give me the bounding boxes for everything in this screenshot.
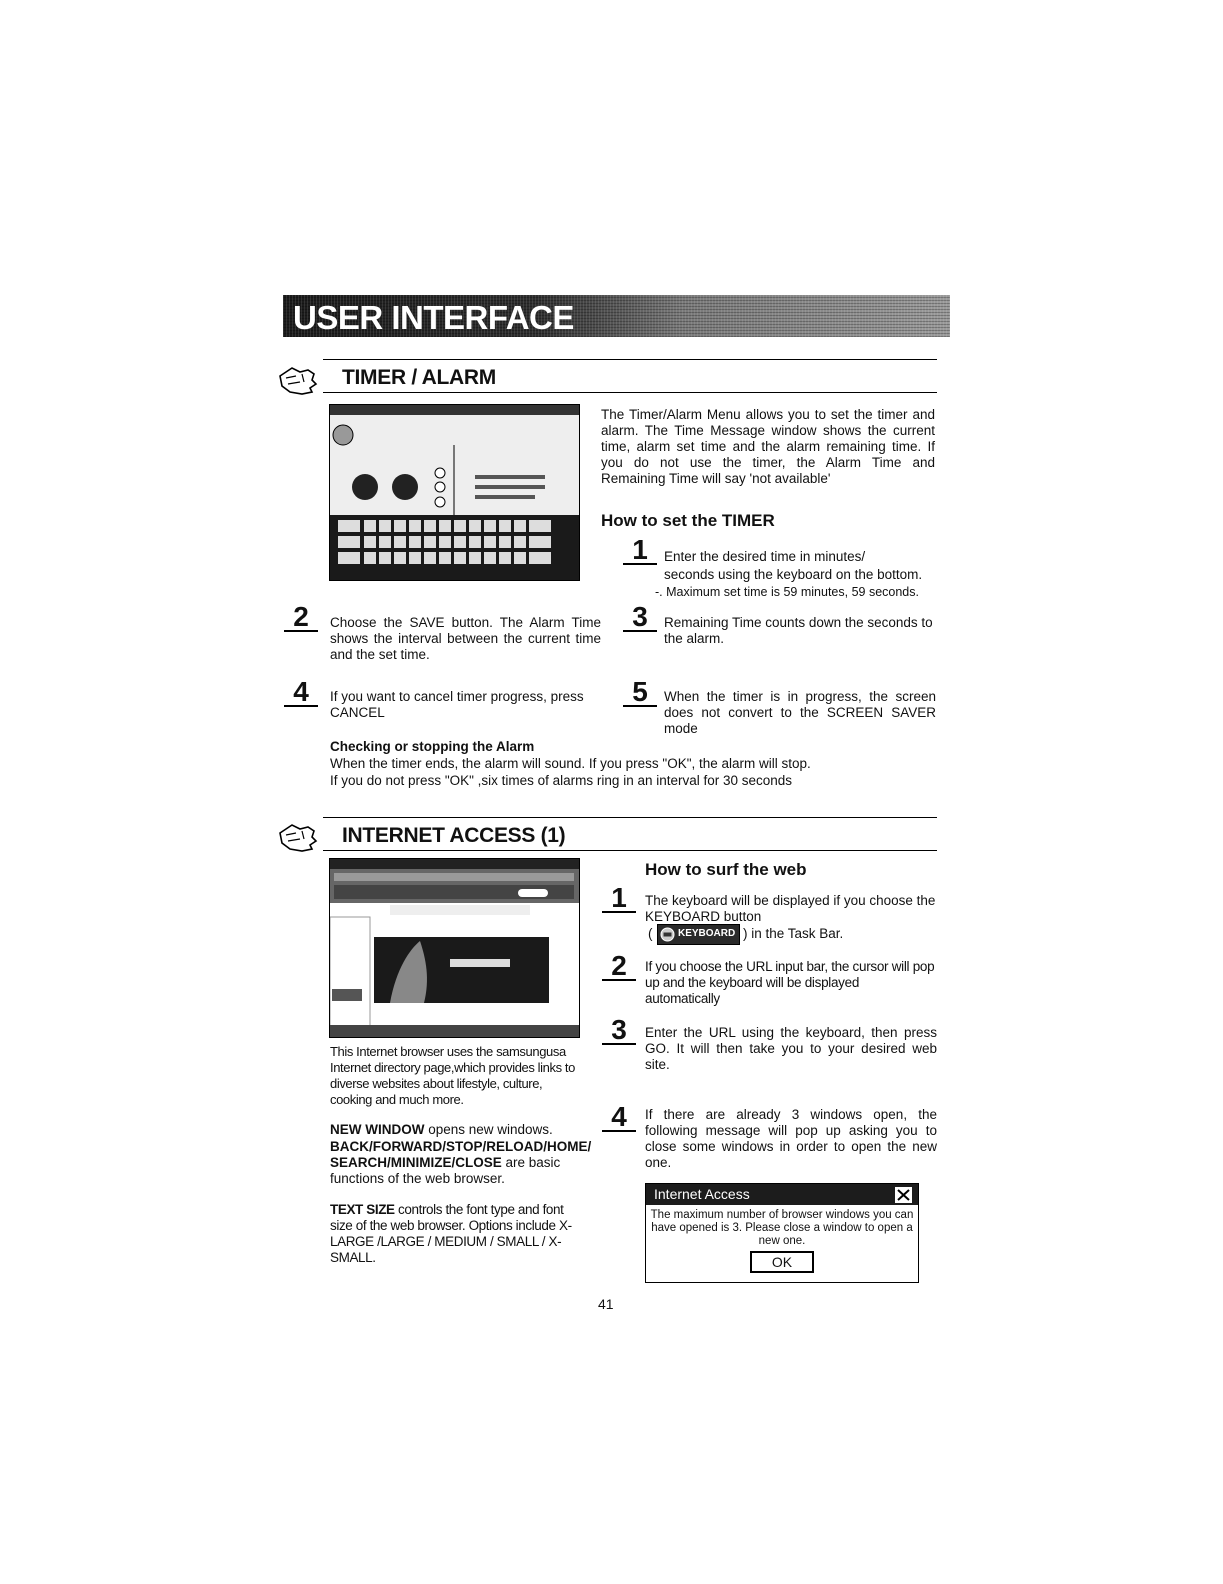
timer-heading: How to set the TIMER bbox=[601, 511, 775, 530]
new-window-description bbox=[330, 1122, 590, 1138]
dialog-close-button[interactable] bbox=[895, 1187, 912, 1203]
dialog-title-bar bbox=[646, 1184, 918, 1205]
step-text: seconds using the keyboard on the bottom. bbox=[664, 567, 923, 582]
keyboard-button[interactable] bbox=[657, 924, 740, 945]
step-note: -. Maximum set time is 59 minutes, 59 seconds. bbox=[655, 585, 919, 599]
step-number: 2 bbox=[602, 953, 636, 981]
browser-caption: This Internet browser uses the samsungusa Internet directory page,which provides links to diverse websites about lifestyle, culture, cooking and much more. bbox=[330, 1044, 575, 1107]
close-icon bbox=[896, 1188, 911, 1202]
pointing-hand-icon bbox=[278, 362, 318, 398]
step-text: Enter the URL using the keyboard, then press GO. It will then take you to your desired web site. bbox=[645, 1025, 937, 1072]
checking-heading: Checking or stopping the Alarm bbox=[330, 739, 535, 754]
new-window-term: NEW WINDOW bbox=[330, 1122, 425, 1137]
dialog-message: The maximum number of browser windows you can have opened is 3. Please close a window to open a new one. bbox=[650, 1209, 914, 1247]
internet-section-title: INTERNET ACCESS (1) bbox=[342, 824, 566, 847]
timer-intro-text: The Timer/Alarm Menu allows you to set the timer and alarm. The Time Message window shows the current time, alarm set time and the alarm remaining time. If you do not use the timer, the Alarm Time and Remaining Time will say 'not available' bbox=[601, 407, 935, 486]
section-rule-top bbox=[323, 817, 937, 818]
step-number: 3 bbox=[623, 604, 657, 632]
step-number: 3 bbox=[602, 1017, 636, 1045]
step-number: 1 bbox=[623, 537, 657, 565]
step-text: If you choose the URL input bar, the cursor will pop up and the keyboard will be displayed automatically bbox=[645, 959, 935, 1006]
step-text: If there are already 3 windows open, the following message will pop up asking you to close some windows in order to open the new one. bbox=[645, 1107, 937, 1170]
section-banner bbox=[283, 295, 950, 337]
timer-section-title: TIMER / ALARM bbox=[342, 366, 496, 389]
section-rule-bottom bbox=[323, 392, 937, 393]
pointing-hand-icon bbox=[278, 819, 318, 855]
functions-description bbox=[330, 1139, 598, 1187]
step-text: The keyboard will be displayed if you choose the KEYBOARD button bbox=[645, 893, 936, 924]
section-rule-top bbox=[323, 359, 937, 360]
text-size-text: controls the font type and font size of the web browser. Options include X-LARGE /LARGE / MEDIUM / SMALL / X-SMALL. bbox=[330, 1202, 572, 1265]
text-size-description bbox=[330, 1202, 585, 1266]
timer-screenshot bbox=[329, 404, 580, 581]
step-text-close: ) in the Task Bar. bbox=[743, 926, 844, 941]
dialog-ok-button[interactable]: OK bbox=[750, 1251, 814, 1273]
internet-heading: How to surf the web bbox=[645, 860, 807, 879]
internet-access-dialog bbox=[645, 1183, 919, 1283]
dialog-title: Internet Access bbox=[654, 1186, 750, 1202]
section-rule-bottom bbox=[323, 850, 937, 851]
step-text: Enter the desired time in minutes/ bbox=[664, 549, 866, 564]
step-number: 2 bbox=[284, 604, 318, 632]
checking-text: If you do not press "OK" ,six times of alarms ring in an interval for 30 seconds bbox=[330, 773, 793, 788]
step-number: 1 bbox=[602, 885, 636, 913]
keyboard-icon bbox=[660, 927, 675, 942]
step-text: If you want to cancel timer progress, press CANCEL bbox=[330, 689, 584, 720]
step-number: 4 bbox=[602, 1104, 636, 1132]
banner-title: USER INTERFACE bbox=[293, 299, 574, 336]
page-number: 41 bbox=[598, 1296, 614, 1312]
step-text: Choose the SAVE button. The Alarm Time shows the interval between the current time and the set time. bbox=[330, 615, 601, 662]
step-number: 4 bbox=[284, 679, 318, 707]
step-text: When the timer is in progress, the screen does not convert to the SCREEN SAVER mode bbox=[664, 689, 936, 736]
functions-term: BACK/FORWARD/STOP/RELOAD/HOME/ SEARCH/MINIMIZE/CLOSE bbox=[330, 1139, 592, 1170]
functions-text: are basic functions of the web browser. bbox=[330, 1155, 561, 1186]
new-window-text: opens new windows. bbox=[424, 1122, 553, 1137]
text-size-term: TEXT SIZE bbox=[330, 1202, 395, 1217]
checking-text: When the timer ends, the alarm will sound. If you press "OK", the alarm will stop. bbox=[330, 756, 811, 771]
step-text: Remaining Time counts down the seconds to the alarm. bbox=[664, 615, 933, 646]
keyboard-button-label: KEYBOARD bbox=[678, 928, 736, 939]
browser-screenshot bbox=[329, 858, 580, 1038]
step-number: 5 bbox=[623, 679, 657, 707]
step-text-open: ( bbox=[648, 926, 653, 941]
